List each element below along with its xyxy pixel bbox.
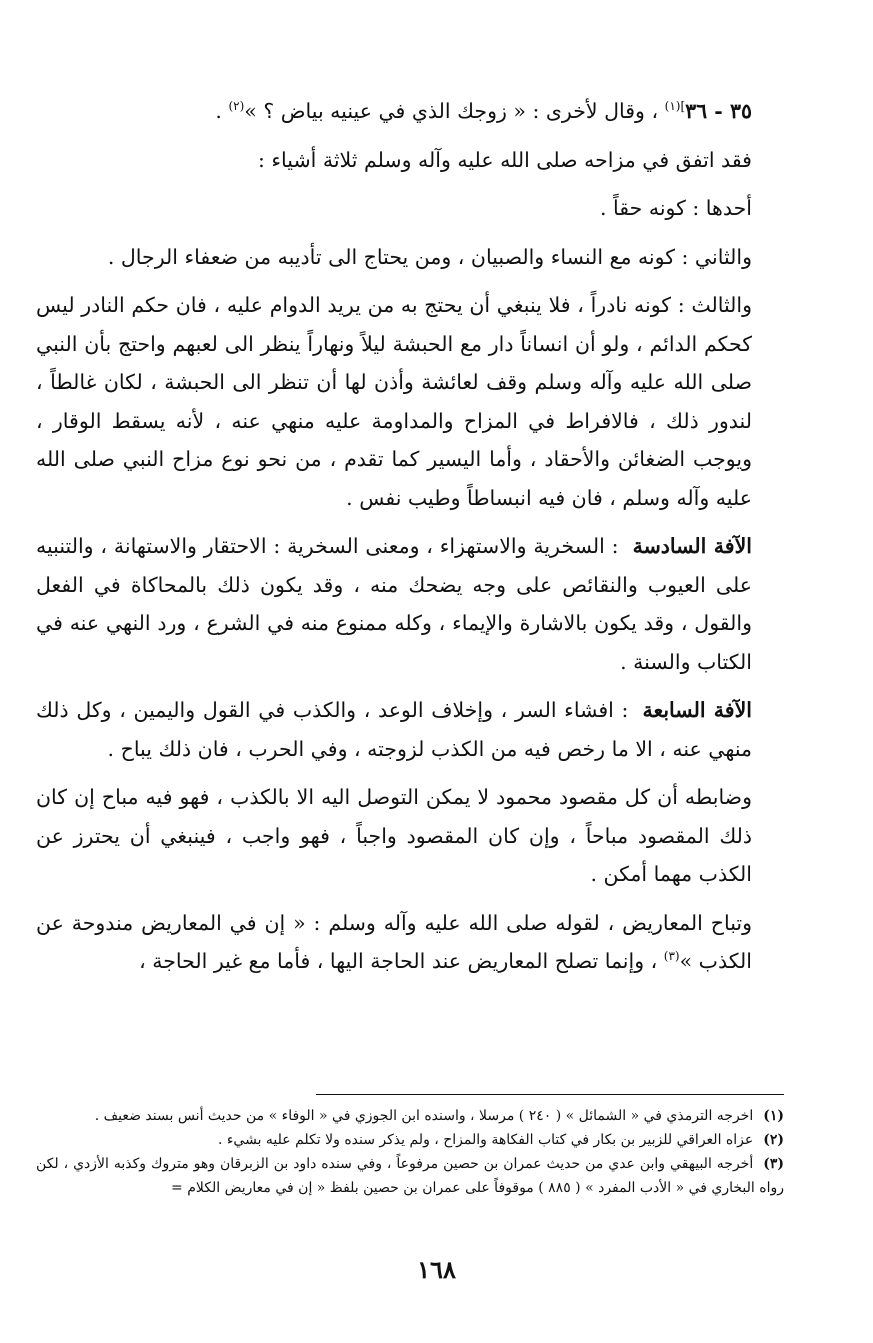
paragraph-9-text-b: ، وإنما تصلح المعاريض عند الحاجة اليها ، فأما مع غير الحاجة ، <box>139 949 658 973</box>
footnote-text: عزاه العراقي للزبير بن بكار في كتاب الفكاهة والمزاح ، ولم يذكر سنده ولا تكلم عليه بشيء . <box>217 1132 754 1148</box>
paragraph-1-text-a: ، وقال لأخرى : « زوجك الذي في عينيه بياض ؟ » <box>244 99 659 123</box>
paragraph-7 <box>36 691 784 768</box>
footnote-text: أخرجه البيهقي وابن عدي من حديث عمران بن حصين مرفوعاً ، وفي سنده داود بن الزبرقان وهو متروك وكذبه الأزدي ، لكن رواه البخاري في « الأدب المفرد » ( ٨٨٥ ) موقوفاً على عمران بن حصين بلفظ « إن في معاريض الكلام = <box>36 1156 784 1196</box>
footnote-divider <box>316 1094 784 1095</box>
footnote-number: (٣) <box>763 1156 784 1172</box>
paragraph-1 <box>36 92 784 131</box>
footnotes <box>36 1104 784 1200</box>
footnote-3 <box>36 1152 784 1200</box>
paragraph-9 <box>36 904 784 981</box>
paragraph-9-text-a: وتباح المعاريض ، لقوله صلى الله عليه وآله وسلم : « إن في المعاريض مندوحة عن الكذب » <box>36 910 752 973</box>
paragraph-5: والثالث : كونه نادراً ، فلا ينبغي أن يحتج به من يريد الدوام عليه ، فان حكم النادر ليس كحكم الدائم ، ولو أن انساناً دار مع الحبشة ليلاً ونهاراً ينظر الى لعبهم واحتج بأن النبي صلى الله عليه وآله وسلم وقف لعائشة وأذن لها أن تنظر الى الحبشة ، لكان غالطاً ، لندور ذلك ، فالافراط في المزاح والمداومة عليه منهي عنه ، لأنه يسقط الوقار ، ويوجب الضغائن والأحقاد ، وأما اليسير كما تقدم ، من نحو نوع مزاح النبي صلى الله عليه وآله وسلم ، فان فيه انبساطاً وطيب نفس . <box>36 293 752 510</box>
page-number: ١٦٨ <box>417 1255 456 1284</box>
footnote-number: (١) <box>763 1108 784 1124</box>
footnote-2 <box>36 1128 784 1152</box>
section-6-text: : السخرية والاستهزاء ، ومعنى السخرية : الاحتقار والاستهانة ، والتنبيه على العيوب والنقائص على وجه يضحك منه ، وقد يكون ذلك بالمحاكاة في الفعل والقول ، وقد يكون بالاشارة والإيماء ، وكله ممنوع منه في الشرع ، ورد النهي عنه في الكتاب والسنة . <box>36 534 752 674</box>
footnote-ref-3: (٣) <box>663 949 680 964</box>
paragraph-6 <box>36 527 784 681</box>
section-title-7: الآفة السابعة <box>642 698 752 722</box>
paragraph-4: والثاني : كونه مع النساء والصبيان ، ومن يحتاج الى تأديبه من ضعفاء الرجال . <box>107 244 752 269</box>
footnote-ref-2: (٢) <box>228 99 245 114</box>
paragraph-2: فقد اتفق في مزاحه صلى الله عليه وآله وسلم ثلاثة أشياء : <box>257 147 752 172</box>
paragraph-3: أحدها : كونه حقاً . <box>599 196 752 220</box>
section-title-6: الآفة السادسة <box>632 534 752 558</box>
footnote-text: اخرجه الترمذي في « الشمائل » ( ٢٤٠ ) مرسلا ، واسنده ابن الجوزي في « الوفاء » من حديث أنس بسند ضعيف . <box>94 1108 754 1124</box>
footnote-number: (٢) <box>763 1132 784 1148</box>
paragraph-8: وضابطه أن كل مقصود محمود لا يمكن التوصل اليه الا بالكذب ، فهو فيه مباح إن كان ذلك المقصود مباحاً ، وإن كان المقصود واجباً ، فهو واجب ، فينبغي أن يحترز عن الكذب مهما أمكن . <box>36 785 752 886</box>
main-text <box>36 92 784 991</box>
section-7-text: : افشاء السر ، وإخلاف الوعد ، والكذب في القول واليمين ، وكل ذلك منهي عنه ، الا ما رخص فيه من الكذب لزوجته ، وفي الحرب ، فان ذلك يباح . <box>36 698 752 761</box>
hadith-number: ٣٥ - ٣٦ <box>685 99 752 123</box>
footnote-1 <box>36 1104 784 1128</box>
paragraph-1-text-b: . <box>215 99 229 123</box>
footnote-ref-1: ](١) <box>664 99 686 114</box>
